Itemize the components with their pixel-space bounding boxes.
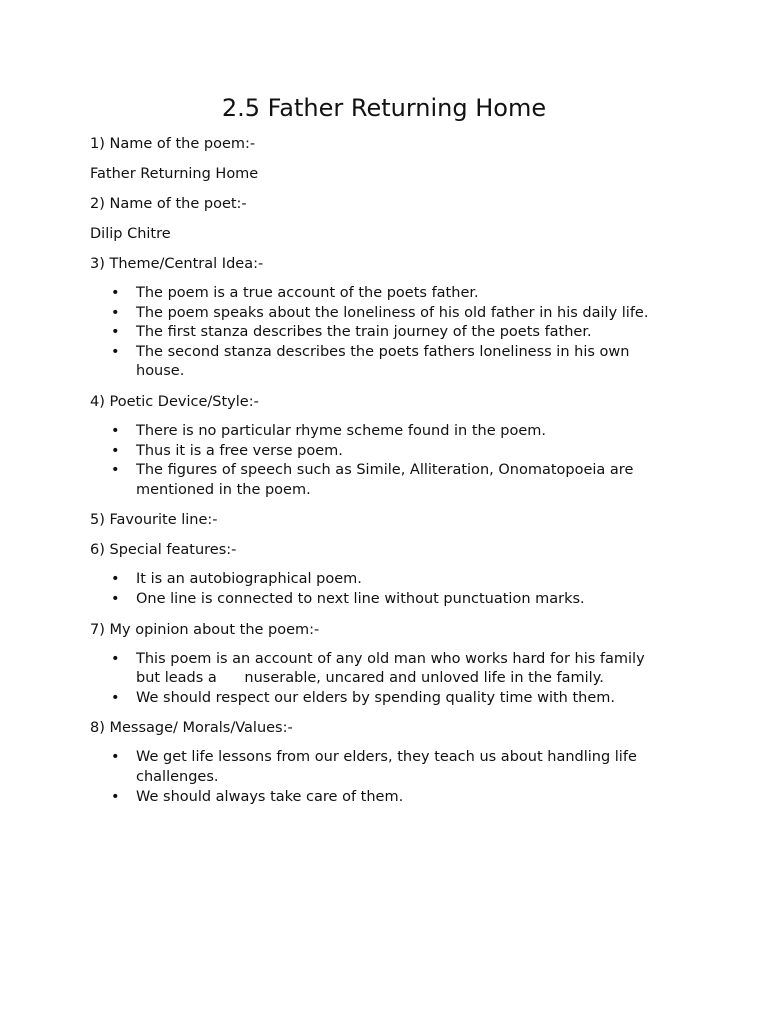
bullet-icon: • bbox=[111, 571, 120, 588]
list-item bbox=[90, 343, 690, 382]
bullet-icon: • bbox=[111, 749, 120, 766]
list-item bbox=[90, 748, 690, 787]
bullet-icon: • bbox=[111, 343, 120, 360]
list-item-text: There is no particular rhyme scheme found in the poem. bbox=[136, 422, 546, 439]
list-item-text: The figures of speech such as Simile, Alliteration, Onomatopoeia are mentioned in the poem. bbox=[136, 462, 634, 498]
paragraph: 4) Poetic Device/Style:- bbox=[90, 393, 259, 410]
list-item bbox=[90, 590, 690, 610]
document-body bbox=[90, 134, 690, 817]
bullet-icon: • bbox=[111, 324, 120, 341]
list-item-text: One line is connected to next line without punctuation marks. bbox=[136, 590, 585, 607]
list-item bbox=[90, 442, 690, 462]
bullet-icon: • bbox=[111, 422, 120, 439]
list-item bbox=[90, 788, 690, 808]
paragraph: 6) Special features:- bbox=[90, 542, 237, 559]
bullet-icon: • bbox=[111, 788, 120, 805]
bullet-icon: • bbox=[111, 304, 120, 321]
list-item-text: The poem speaks about the loneliness of his old father in his daily life. bbox=[136, 304, 649, 321]
bullet-list bbox=[90, 422, 690, 500]
list-item-text: This poem is an account of any old man who works hard for his family but leads a nuserable, uncared and unloved life in the family. bbox=[136, 650, 645, 687]
list-item bbox=[90, 461, 690, 500]
list-item bbox=[90, 323, 690, 343]
list-item bbox=[90, 284, 690, 304]
bullet-icon: • bbox=[111, 462, 120, 479]
list-item bbox=[90, 422, 690, 442]
list-item bbox=[90, 689, 690, 709]
page-title: 2.5 Father Returning Home bbox=[221, 94, 547, 122]
paragraph: Father Returning Home bbox=[90, 166, 259, 182]
paragraph: 3) Theme/Central Idea:- bbox=[90, 256, 264, 272]
list-item-text: The second stanza describes the poets fathers loneliness in his own house. bbox=[136, 343, 630, 380]
bullet-list bbox=[90, 284, 690, 382]
paragraph: 8) Message/ Morals/Values:- bbox=[90, 720, 293, 737]
list-item bbox=[90, 570, 690, 590]
paragraph: 2) Name of the poet:- bbox=[90, 196, 247, 212]
bullet-icon: • bbox=[111, 650, 120, 667]
list-item-text: The first stanza describes the train journey of the poets father. bbox=[136, 324, 592, 341]
paragraph: 1) Name of the poem:- bbox=[90, 136, 256, 152]
list-item-text: It is an autobiographical poem. bbox=[136, 571, 362, 588]
paragraph: 5) Favourite line:- bbox=[90, 512, 218, 529]
bullet-list bbox=[90, 650, 690, 709]
bullet-icon: • bbox=[111, 442, 120, 459]
bullet-icon: • bbox=[111, 689, 120, 706]
paragraph: Dilip Chitre bbox=[90, 226, 171, 242]
bullet-icon: • bbox=[111, 285, 120, 301]
bullet-list bbox=[90, 748, 690, 807]
paragraph: 7) My opinion about the poem:- bbox=[90, 621, 320, 638]
bullet-icon: • bbox=[111, 590, 120, 607]
list-item-text: Thus it is a free verse poem. bbox=[136, 442, 343, 459]
list-item-text: We get life lessons from our elders, they teach us about handling life challenges. bbox=[136, 749, 637, 785]
list-item-text: The poem is a true account of the poets father. bbox=[136, 285, 479, 301]
list-item-text: We should respect our elders by spending quality time with them. bbox=[136, 689, 615, 706]
list-item bbox=[90, 304, 690, 324]
list-item-text: We should always take care of them. bbox=[136, 788, 404, 805]
bullet-list bbox=[90, 570, 690, 609]
list-item bbox=[90, 650, 690, 689]
